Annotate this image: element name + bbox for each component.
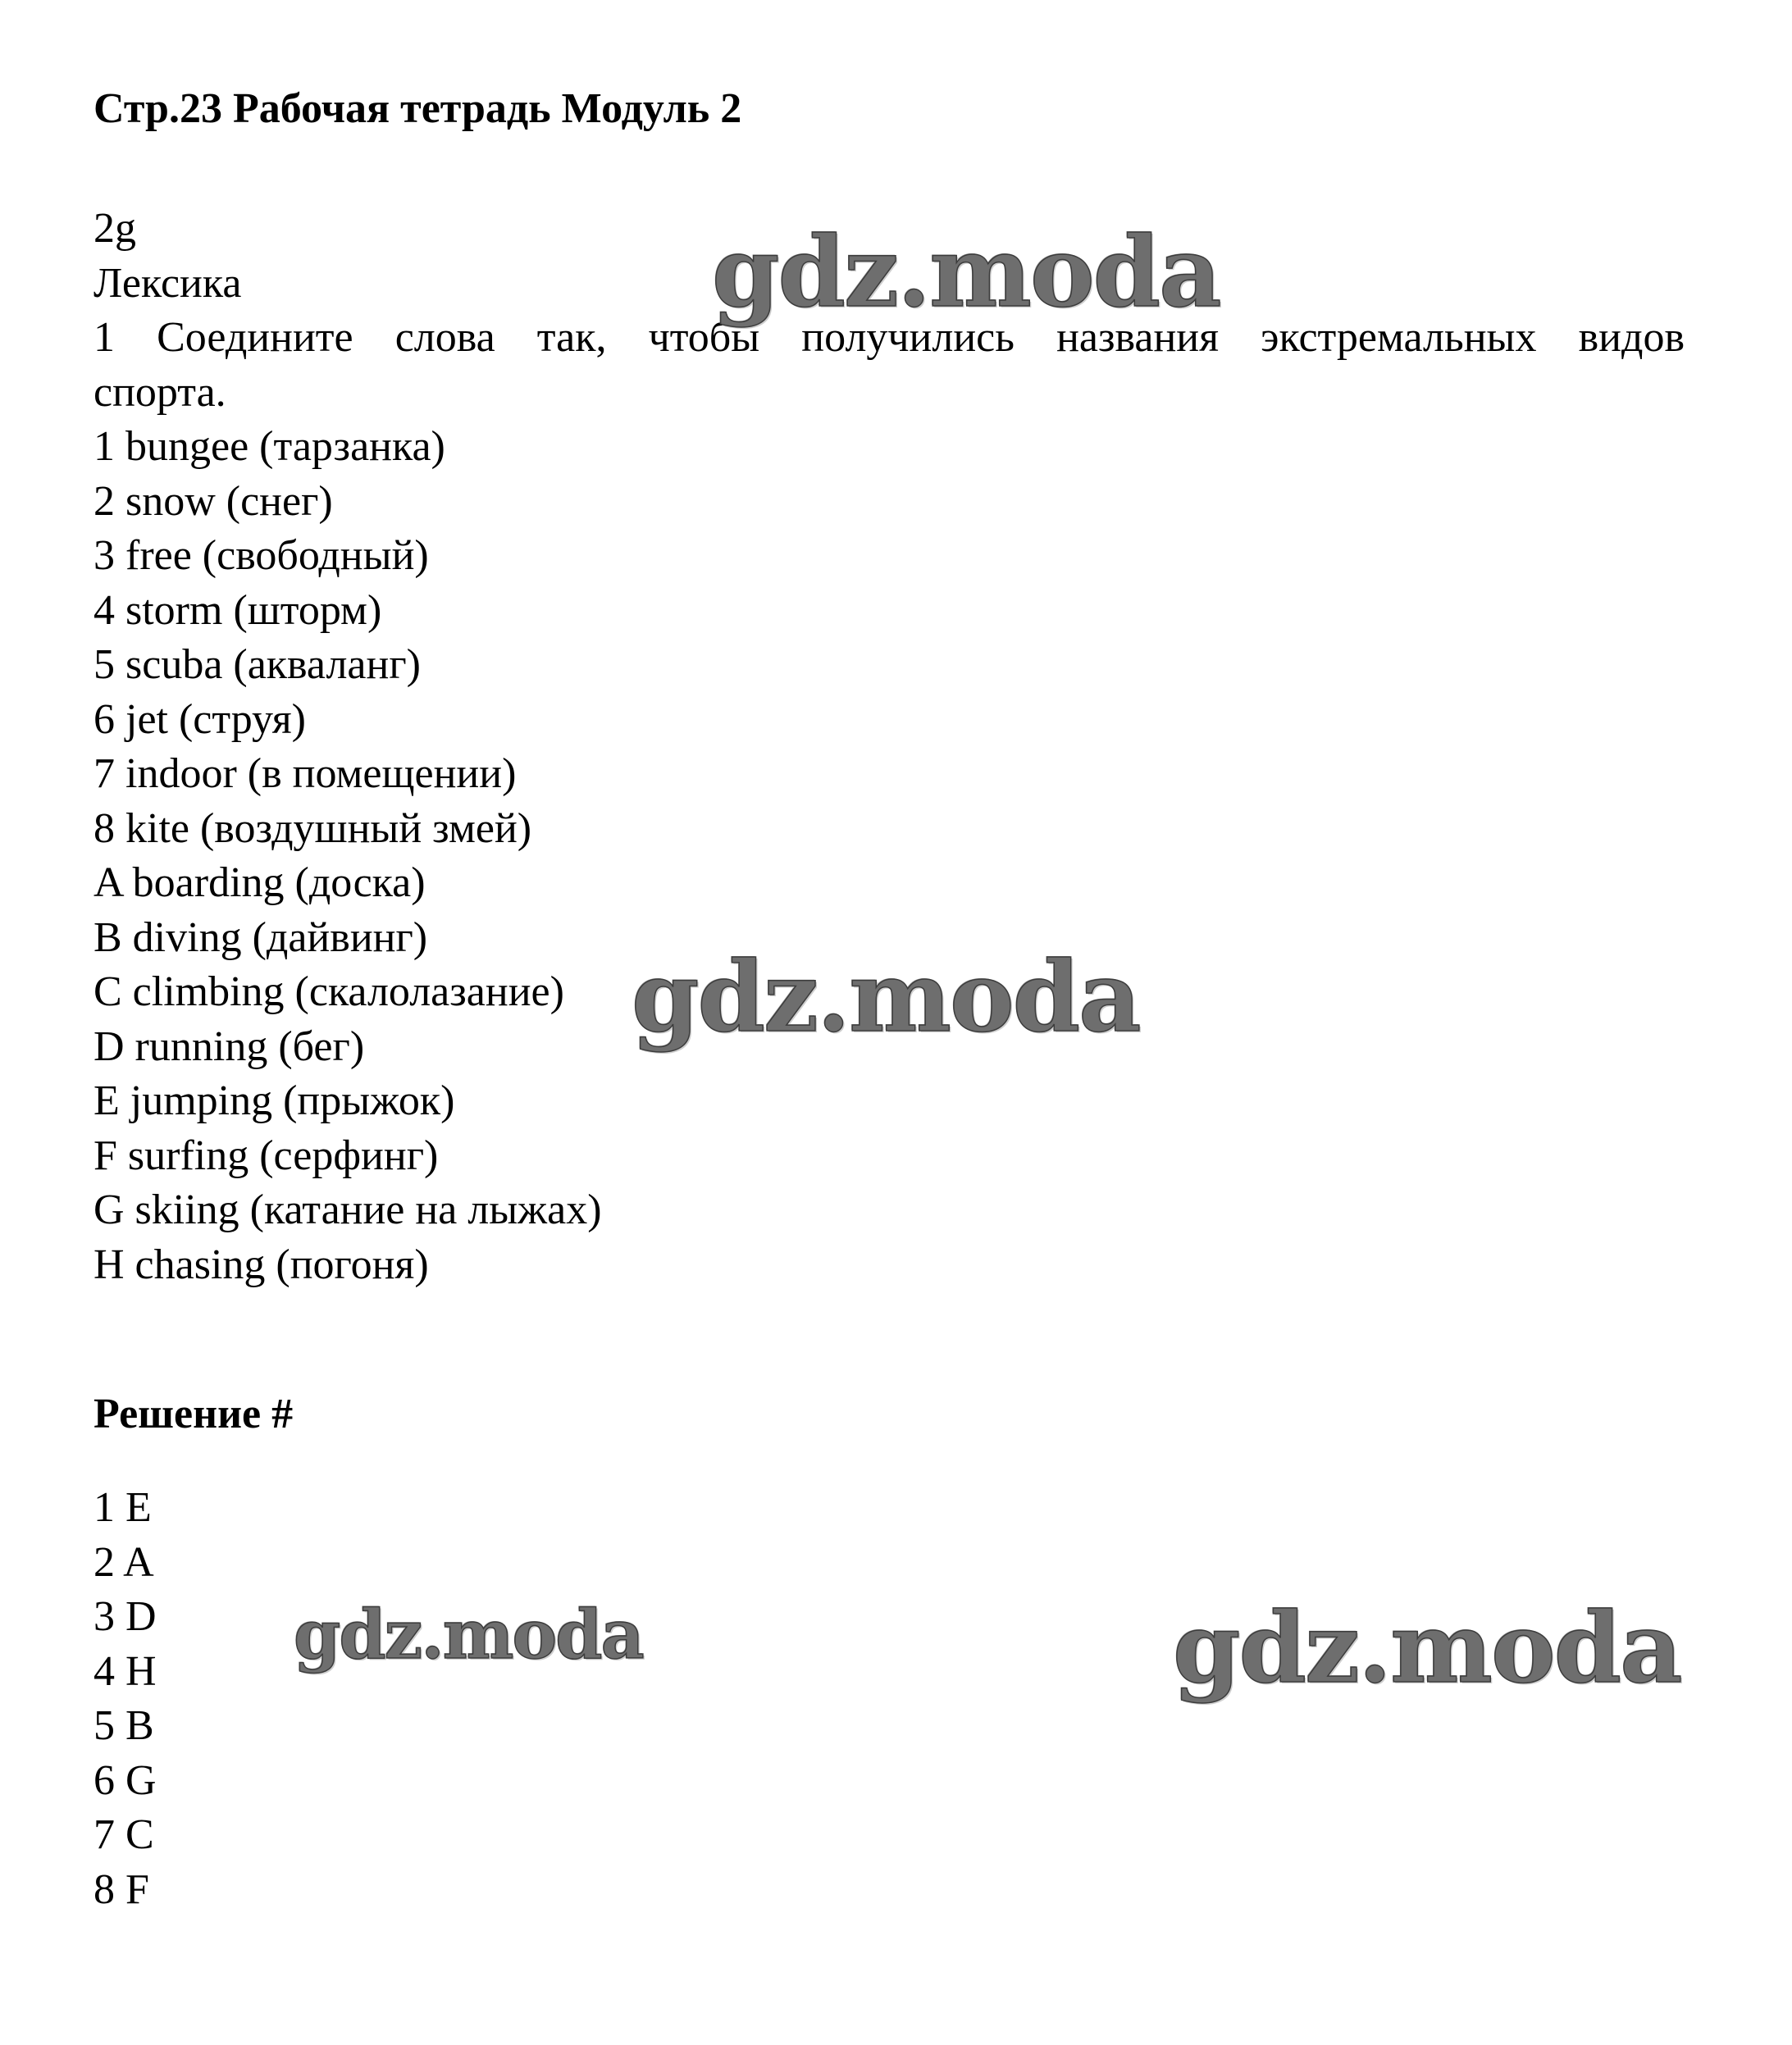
watermark: gdz.moda: [1173, 1591, 1681, 1705]
word-item: B diving (дайвинг): [93, 913, 428, 961]
answer-item: 8 F: [93, 1865, 149, 1913]
word-item: 3 free (свободный): [93, 532, 429, 579]
answer-item: 7 C: [93, 1811, 154, 1858]
word-item: 6 jet (струя): [93, 695, 306, 743]
solution-title: Решение #: [93, 1391, 294, 1437]
section-code: 2g: [93, 205, 136, 252]
word-item: 8 kite (воздушный змей): [93, 804, 532, 852]
page-title: Стр.23 Рабочая тетрадь Модуль 2: [93, 85, 742, 132]
word-item: G skiing (катание на лыжах): [93, 1186, 602, 1233]
word-item: 1 bungee (тарзанка): [93, 423, 445, 470]
answer-item: 1 E: [93, 1484, 152, 1531]
word-item: 4 storm (шторм): [93, 586, 382, 634]
watermark: gdz.moda: [632, 940, 1140, 1054]
word-item: C climbing (скалолазание): [93, 968, 564, 1015]
answer-item: 5 B: [93, 1702, 154, 1749]
answer-item: 3 D: [93, 1593, 157, 1640]
word-item: 7 indoor (в помещении): [93, 750, 517, 797]
word-list: [93, 420, 1685, 1292]
exercise-content: [93, 202, 1685, 1292]
task-instruction-line-1: 1 Соедините слова так, чтобы получились названия экстремальных видов: [93, 314, 1685, 361]
word-item: 2 snow (снег): [93, 477, 333, 525]
word-item: F surfing (серфинг): [93, 1132, 439, 1179]
task-instruction-line-2: спорта.: [93, 368, 226, 416]
word-item: D running (бег): [93, 1022, 365, 1070]
answer-item: 4 H: [93, 1647, 157, 1695]
word-item: 5 scuba (акваланг): [93, 641, 421, 688]
section-topic: Лексика: [93, 259, 242, 307]
answer-item: 2 A: [93, 1538, 154, 1586]
word-item: E jumping (прыжок): [93, 1077, 455, 1124]
word-item: H chasing (погоня): [93, 1241, 429, 1288]
answer-item: 6 G: [93, 1756, 157, 1804]
watermark: gdz.moda: [294, 1596, 643, 1674]
word-item: A boarding (доска): [93, 859, 426, 906]
watermark: gdz.moda: [712, 215, 1220, 329]
